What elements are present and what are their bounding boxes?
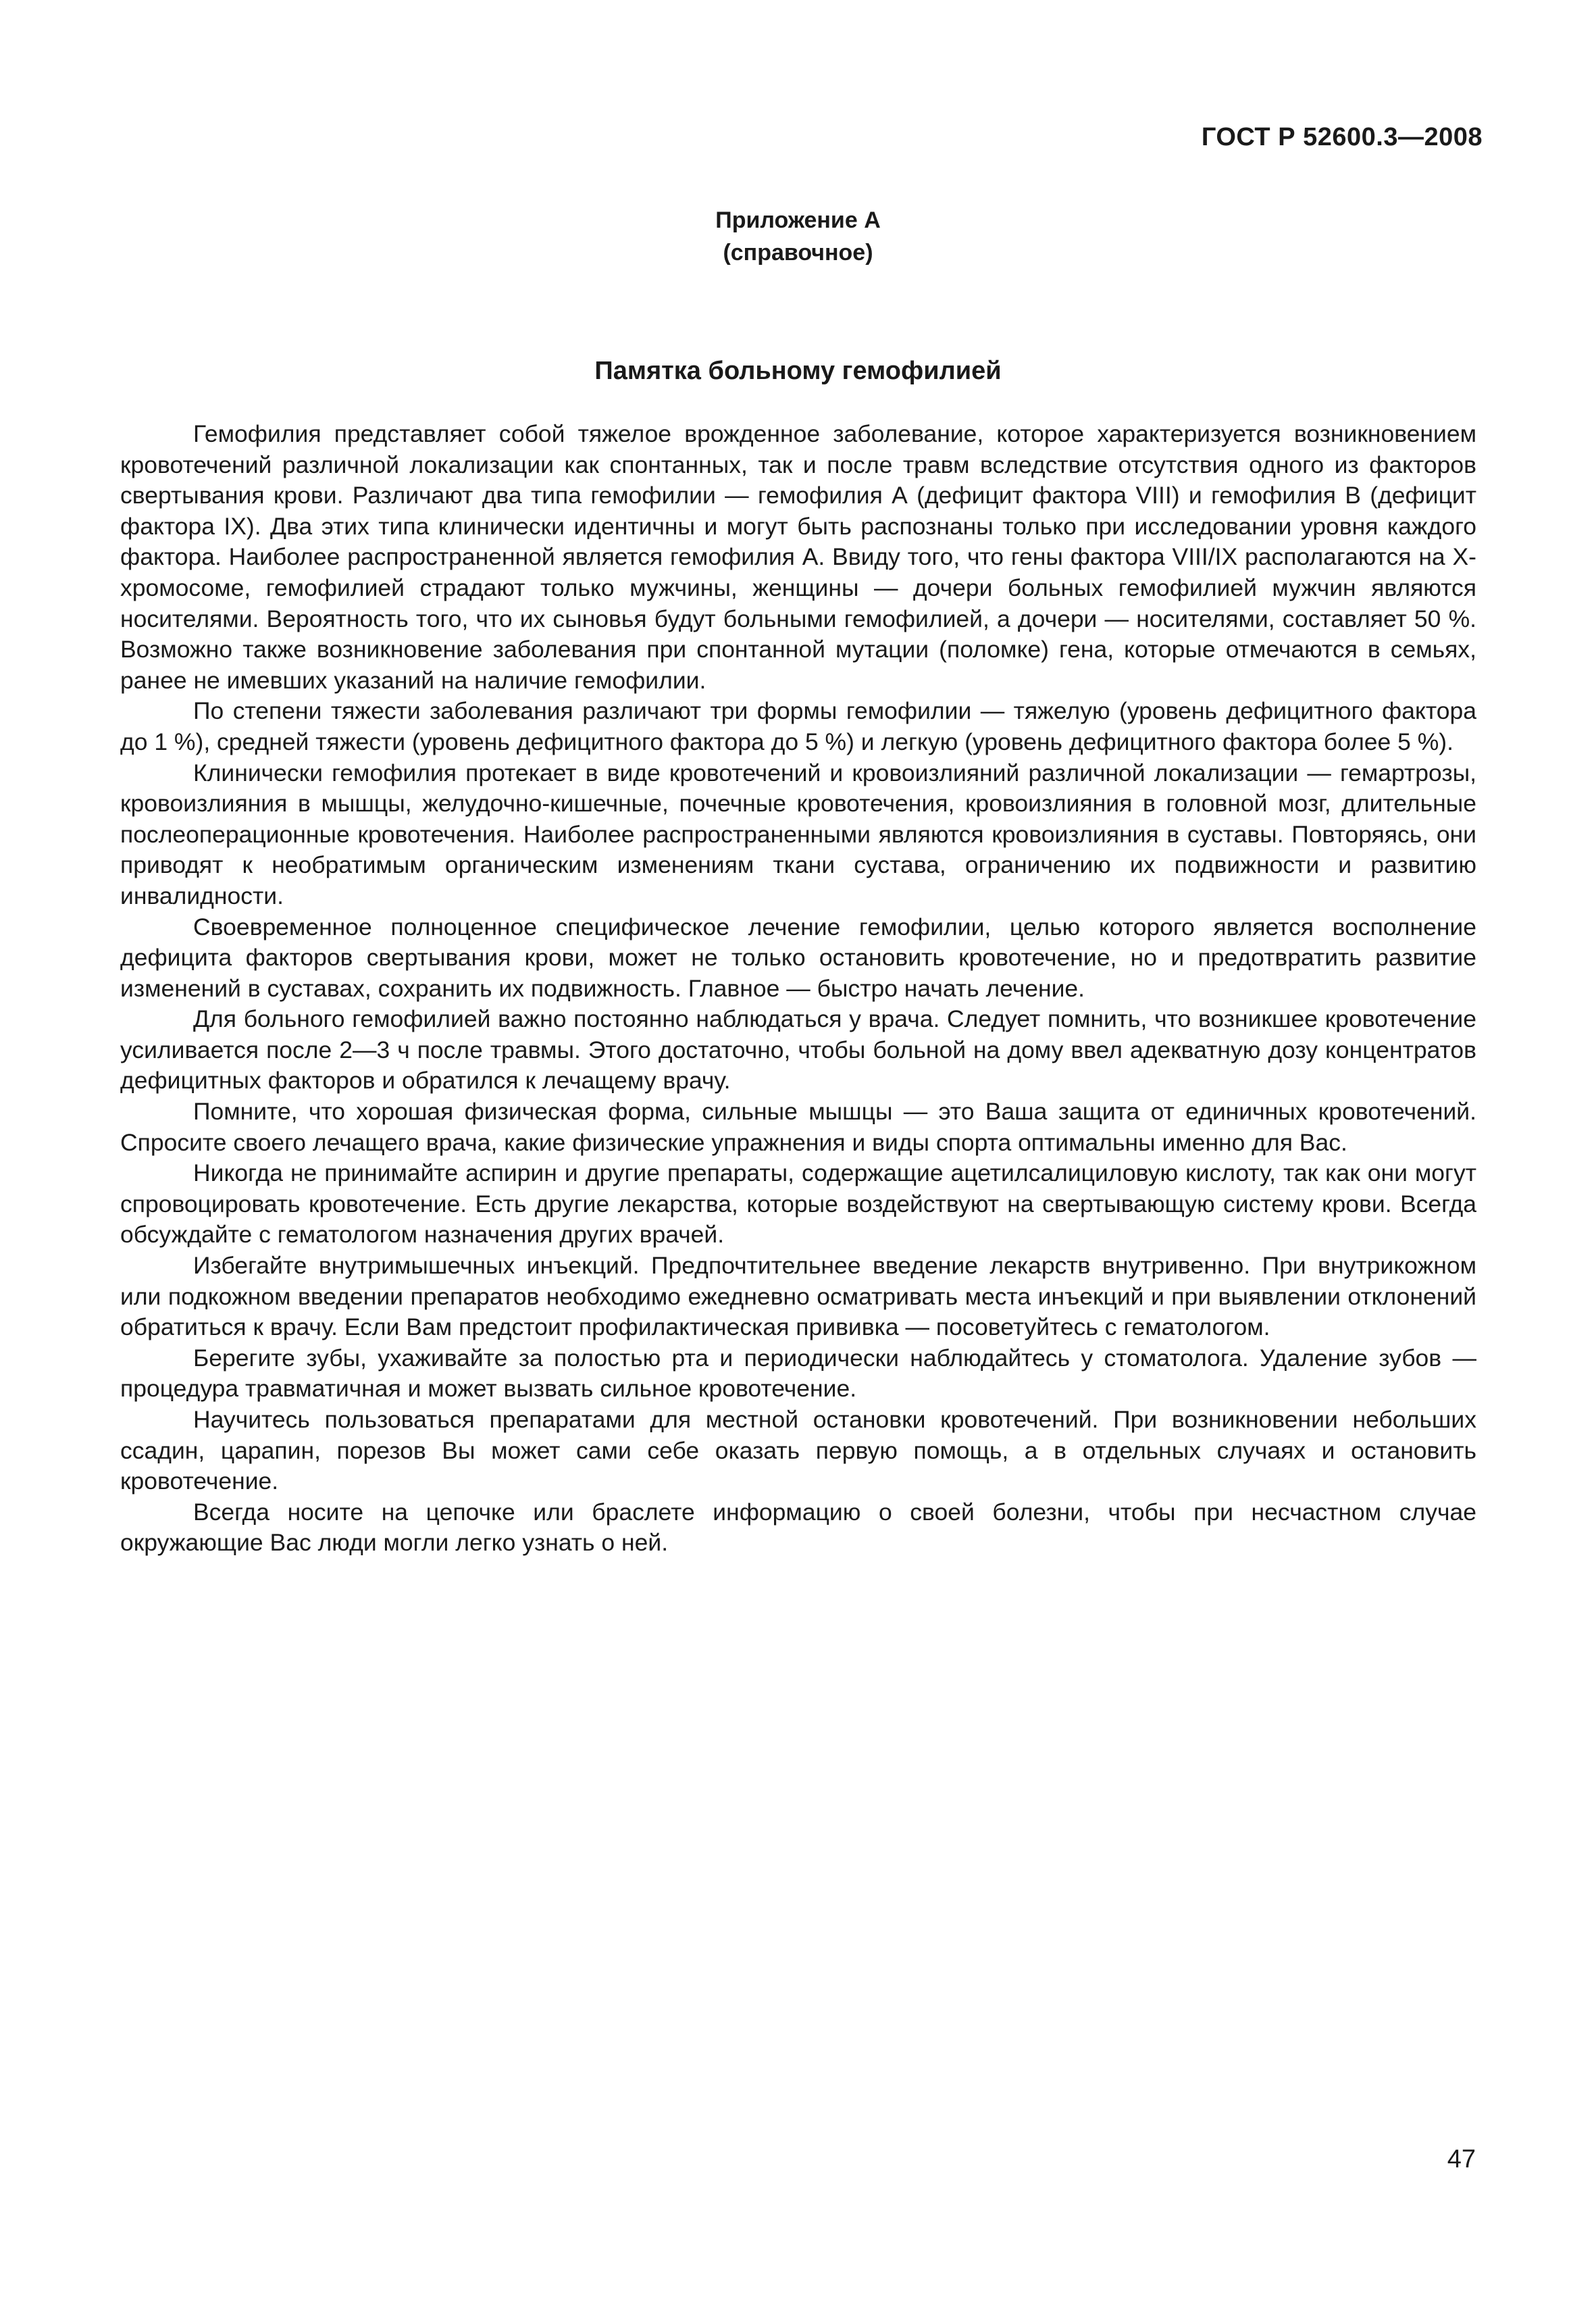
appendix-heading xyxy=(0,204,1596,269)
paragraph: Берегите зубы, ухаживайте за полостью рта и периодически наблюдайтесь у стоматолога. Удаление зубов — процедура травматичная и может вызвать сильное кровотечение. xyxy=(120,1344,1476,1403)
page-title: Памятка больному гемофилией xyxy=(594,357,1002,385)
paragraph: Для больного гемофилией важно постоянно наблюдаться у врача. Следует помнить, что возникшее кровотечение усиливается после 2—3 ч после травмы. Этого достаточно, чтобы больной на дому ввел адекватную дозу концентратов дефицитных факторов и обратился к лечащему врачу. xyxy=(120,1005,1476,1095)
paragraph: Клинически гемофилия протекает в виде кровотечений и кровоизлияний различной локализации — гемартрозы, кровоизлияния в мышцы, желудочно-кишечные, почечные кровотечения, кровоизлияния в головной мозг, длительные послеоперационные кровотечения. Наиболее распространенными являются кровоизлияния в суставы. Повторяясь, они приводят к необратимым органическим изменениям ткани сустава, ограничению их подвижности и развитию инвалидности. xyxy=(120,759,1476,909)
paragraph: Помните, что хорошая физическая форма, сильные мышцы — это Ваша защита от единичных кровотечений. Спросите своего лечащего врача, какие физические упражнения и виды спорта оптимальны именно для Вас. xyxy=(120,1098,1476,1156)
paragraph: Никогда не принимайте аспирин и другие препараты, содержащие ацетилсалициловую кислоту, так как они могут спровоцировать кровотечение. Есть другие лекарства, которые воздействуют на свертывающую систему крови. Всегда обсуждайте с гематологом назначения других врачей. xyxy=(120,1159,1476,1249)
document-id-header: ГОСТ Р 52600.3—2008 xyxy=(1201,123,1483,151)
paragraph: По степени тяжести заболевания различают три формы гемофилии — тяжелую (уровень дефицитного фактора до 1 %), средней тяжести (уровень дефицитного фактора до 5 %) и легкую (уровень дефицитного фактора более 5 %). xyxy=(120,697,1476,755)
appendix-type: (справочное) xyxy=(723,240,873,266)
paragraph: Научитесь пользоваться препаратами для местной остановки кровотечений. При возникновении небольших ссадин, царапин, порезов Вы может сами себе оказать первую помощь, а в отдельных случаях и остановить кровотечение. xyxy=(120,1406,1476,1495)
paragraph: Избегайте внутримышечных инъекций. Предпочтительнее введение лекарств внутривенно. При внутрикожном или подкожном введении препаратов необходимо ежедневно осматривать места инъекций и при выявлении отклонений обратиться к врачу. Если Вам предстоит профилактическая прививка — посоветуйтесь с гематологом. xyxy=(120,1252,1476,1341)
paragraph: Всегда носите на цепочке или браслете информацию о своей болезни, чтобы при несчастном случае окружающие Вас люди могли легко узнать о ней. xyxy=(120,1498,1476,1557)
paragraph: Своевременное полноценное специфическое лечение гемофилии, целью которого является восполнение дефицита факторов свертывания крови, может не только остановить кровотечение, но и предотвратить развитие изменений в суставах, сохранить их подвижность. Главное — быстро начать лечение. xyxy=(120,913,1476,1002)
paragraph: Гемофилия представляет собой тяжелое врожденное заболевание, которое характеризуется возникновением кровотечений различной локализации как спонтанных, так и после травм вследствие отсутствия одного из факторов свертывания крови. Различают два типа гемофилии — гемофилия А (дефицит фактора VIII) и гемофилия В (дефицит фактора IX). Два этих типа клинически идентичны и могут быть распознаны только при исследовании уровня каждого фактора. Наиболее распространенной является гемофилия А. Ввиду того, что гены фактора VIII/IX располагаются на Х-хромосоме, гемофилией страдают только мужчины, женщины — дочери больных гемофилией мужчин являются носителями. Вероятность того, что их сыновья будут больными гемофилией, а дочери — носителями, составляет 50 %. Возможно также возникновение заболевания при спонтанной мутации (поломке) гена, которые отмечаются в семьях, ранее не имевших указаний на наличие гемофилии. xyxy=(120,420,1476,694)
appendix-label: Приложение А xyxy=(715,207,881,233)
page-number: 47 xyxy=(1447,2145,1476,2173)
body-text xyxy=(120,419,1476,1559)
